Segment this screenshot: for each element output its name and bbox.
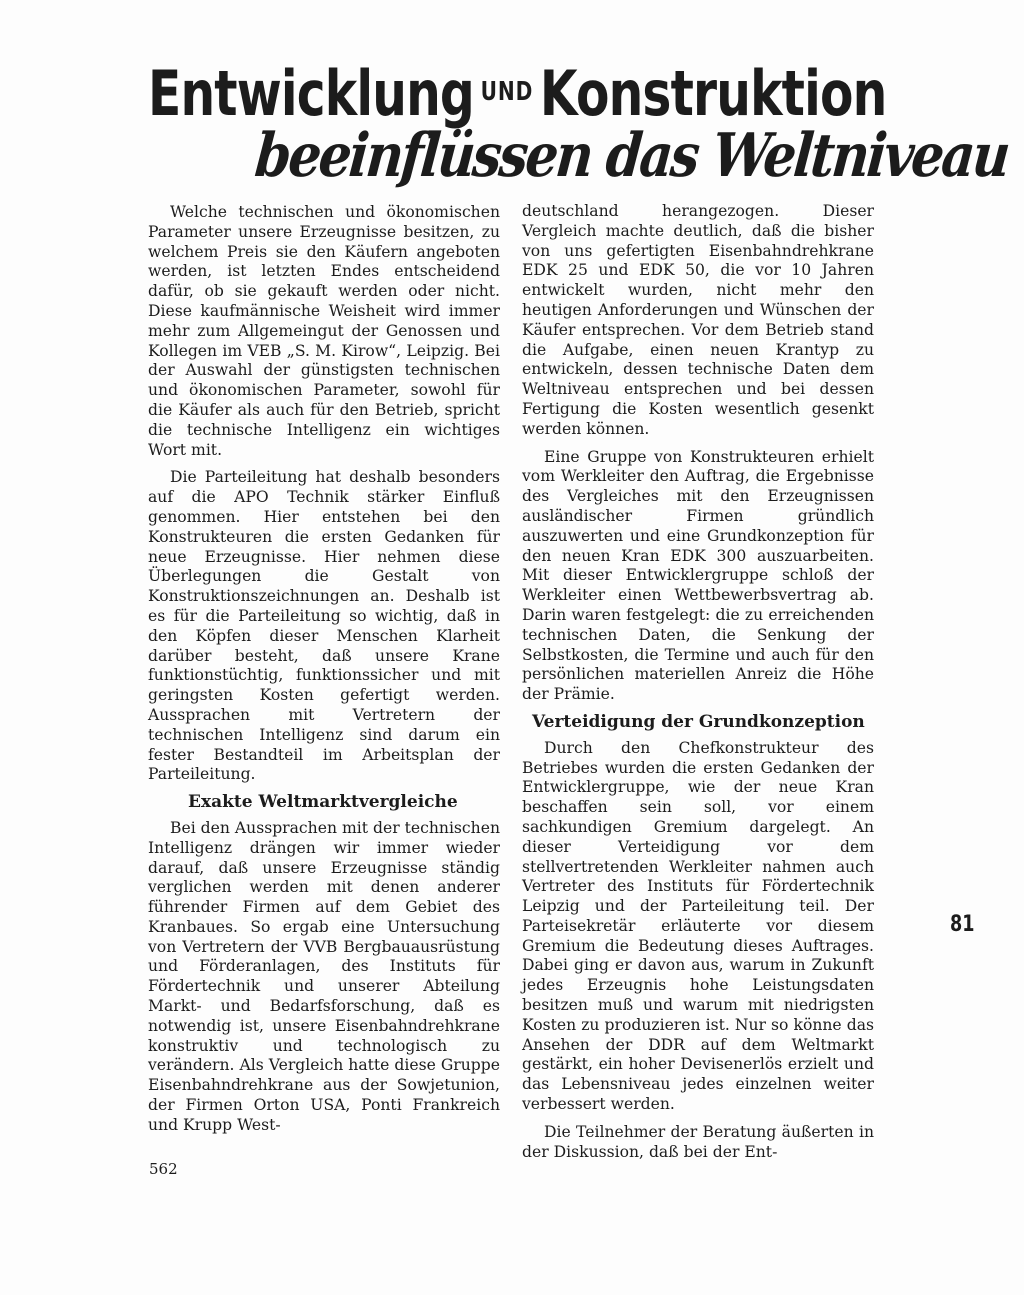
paragraph: Die Teilnehmer der Beratung äußerten in der Diskussion, daß bei der Ent-: [522, 1122, 874, 1161]
section-heading: Verteidigung der Grundkonzeption: [532, 711, 865, 732]
paragraph: Die Parteileitung hat deshalb besonders auf die APO Technik stärker Einfluß genommen. Hier entstehen bei den Konstrukteuren die ersten Gedanken für neue Erzeugnisse. Hier nehmen diese Überlegungen die Gestalt von Konstruktionszeichnungen an. Deshalb ist es für die Parteileitung so wichtig, daß in den Köpfen dieser Menschen Klarheit darüber besteht, daß unsere Krane funktionstüchtig, funktionssicher und mit geringsten Kosten gefertigt werden. Aussprachen mit Vertretern der technischen Intelligenz sind darum ein fester Bestandteil im Arbeitsplan der Parteileitung.: [148, 468, 500, 784]
paragraph: Eine Gruppe von Konstrukteuren erhielt vom Werkleiter den Auftrag, die Ergebnisse des Vergleiches mit den Erzeugnissen ausländischer Firmen gründlich auszuwerten und eine Grundkonzeption für den neuen Kran EDK 300 auszuarbeiten. Mit dieser Entwicklergruppe schloß der Werkleiter einen Wettbewerbsvertrag ab. Darin waren festgelegt: die zu erreichenden technischen Daten, die Senkung der Selbstkosten, die Termine und auch für den persönlichen materiellen Anreiz die Höhe der Prämie.: [522, 447, 874, 704]
paragraph: deutschland herangezogen. Dieser Vergleich machte deutlich, daß die bisher von uns gefertigten Eisenbahndrehkrane EDK 25 und EDK 50, die vor 10 Jahren entwickelt wurden, nicht mehr den heutigen Anforderungen und Wünschen der Käufer entsprechen. Vor dem Betrieb stand die Aufgabe, einen neuen Krantyp zu entwickeln, dessen technische Daten dem Weltniveau entsprechen und bei dessen Fertigung die Kosten wesentlich gesenkt werden können.: [522, 202, 874, 438]
section-heading: Exakte Weltmarktvergleiche: [188, 792, 458, 813]
headline: [148, 56, 1011, 202]
headline-line-2: beeinflüssen das Weltniveau: [252, 121, 1011, 191]
paragraph: Durch den Chefkonstrukteur des Betriebes wurden die ersten Gedanken der Entwicklergruppe, wie der neue Kran beschaffen sein soll, vor einem sachkundigen Gremium dargelegt. An dieser Verteidigung vor dem stellvertretenden Werkleiter nahmen auch Vertreter des Instituts für Fördertechnik Leipzig und der Parteileitung teil. Der Parteisekretär erläuterte vor diesem Gremium die Bedeutung dieses Auftrages. Dabei ging er davon aus, warum in Zukunft jedes Erzeugnis hohe Leistungsdaten besitzen muß und warum mit niedrigsten Kosten zu produzieren ist. Nur so könne das Ansehen der DDR auf dem Weltmarkt gestärkt, ein hoher Devisenerlös erzielt und das Lebensniveau jedes einzelnen weiter verbessert werden.: [522, 738, 874, 1114]
right-column: [522, 202, 874, 1170]
headline-word-entwicklung: Entwicklung: [148, 56, 474, 131]
headline-word-und: UND: [480, 76, 534, 107]
paragraph: Bei den Aussprachen mit der technischen Intelligenz drängen wir immer wieder darauf, daß unsere Erzeugnisse ständig verglichen werden mit denen anderer führender Firmen auf dem Gebiet des Kranbaues. So ergab eine Untersuchung von Vertretern der VVB Bergbauausrüstung und Förderanlagen, des Instituts für Fördertechnik und unserer Abteilung Markt- und Bedarfsforschung, daß es notwendig ist, unsere Eisenbahndrehkrane konstruktiv und technologisch zu verändern. Als Vergleich hatte diese Gruppe Eisenbahndrehkrane aus der Sowjetunion, der Firmen Orton USA, Ponti Frankreich und Krupp West-: [148, 818, 500, 1134]
side-number: 81: [950, 912, 975, 937]
paragraph: Welche technischen und ökonomischen Parameter unsere Erzeugnisse besitzen, zu welchem Preis sie den Käufern angeboten werden, ist letzten Endes entscheidend dafür, ob sie gekauft werden oder nicht. Diese kaufmännische Weisheit wird immer mehr zum Allgemeingut der Genossen und Kollegen im VEB „S. M. Kirow“, Leipzig. Bei der Auswahl der günstigsten technischen und ökonomischen Parameter, sowohl für die Käufer als auch für den Betrieb, spricht die technische Intelligenz ein wichtiges Wort mit.: [148, 203, 500, 459]
headline-word-konstruktion: Konstruktion: [539, 56, 887, 131]
headline-line-1: [148, 56, 887, 131]
page-number: 562: [149, 1160, 178, 1178]
left-column: [148, 203, 500, 1144]
